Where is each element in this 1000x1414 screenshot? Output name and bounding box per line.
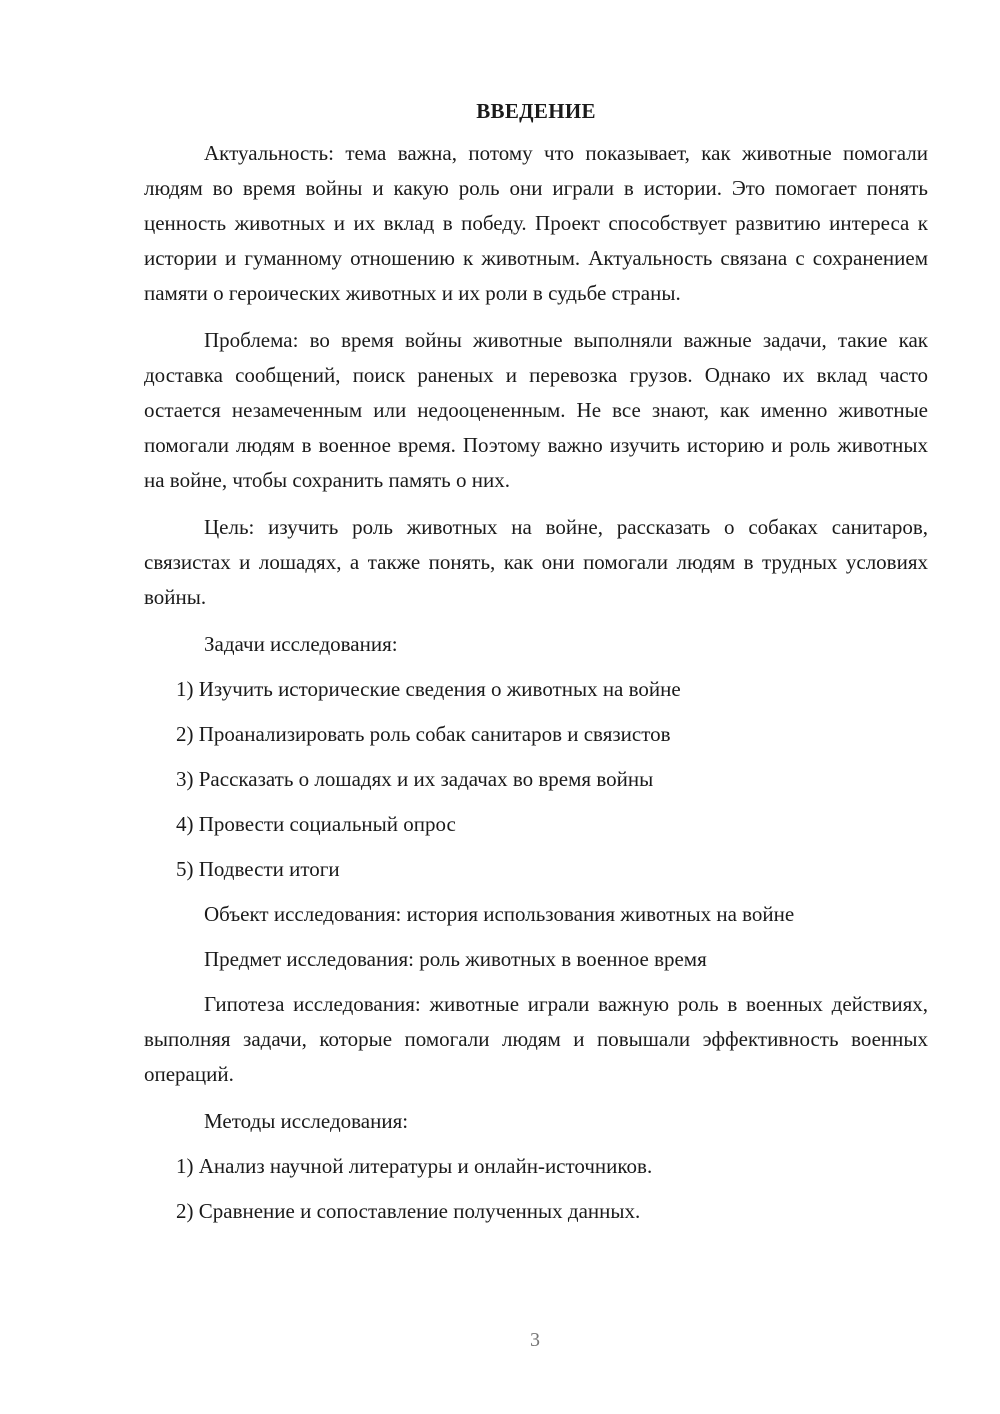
subject-line: Предмет исследования: роль животных в военное время bbox=[204, 947, 707, 971]
task-item: 5) Подвести итоги bbox=[176, 857, 340, 881]
page-content bbox=[144, 96, 928, 1239]
hypothesis-paragraph: Гипотеза исследования: животные играли важную роль в военных действиях, выполняя задачи, которые помогали людям и повышали эффективность военных операций. bbox=[144, 992, 928, 1086]
relevance-paragraph: Актуальность: тема важна, потому что показывает, как животные помогали людям во время войны и какую роль они играли в истории. Это помогает понять ценность животных и их вклад в победу. Проект способствует развитию интереса к истории и гуманному отношению к животным. Актуальность связана с сохранением памяти о героических животных и их роли в судьбе страны. bbox=[144, 141, 928, 305]
tasks-heading: Задачи исследования: bbox=[204, 632, 398, 656]
page-number: 3 bbox=[530, 1329, 540, 1351]
method-item: 2) Сравнение и сопоставление полученных данных. bbox=[176, 1199, 641, 1223]
task-item: 4) Провести социальный опрос bbox=[176, 812, 456, 836]
method-item: 1) Анализ научной литературы и онлайн-источников. bbox=[176, 1154, 653, 1178]
goal-paragraph: Цель: изучить роль животных на войне, рассказать о собаках санитаров, связистах и лошадях, а также понять, как они помогали людям в трудных условиях войны. bbox=[144, 515, 928, 609]
methods-heading: Методы исследования: bbox=[204, 1109, 409, 1133]
task-item: 3) Рассказать о лошадях и их задачах во время войны bbox=[176, 767, 654, 791]
object-line: Объект исследования: история использования животных на войне bbox=[204, 902, 795, 926]
problem-paragraph: Проблема: во время войны животные выполняли важные задачи, такие как доставка сообщений, поиск раненых и перевозка грузов. Однако их вклад часто остается незамеченным или недооцененным. Не все знают, как именно животные помогали людям в военное время. Поэтому важно изучить историю и роль животных на войне, чтобы сохранить память о них. bbox=[144, 328, 928, 492]
task-item: 1) Изучить исторические сведения о животных на войне bbox=[176, 677, 681, 701]
task-item: 2) Проанализировать роль собак санитаров и связистов bbox=[176, 722, 671, 746]
page-title: ВВЕДЕНИЕ bbox=[476, 99, 596, 123]
